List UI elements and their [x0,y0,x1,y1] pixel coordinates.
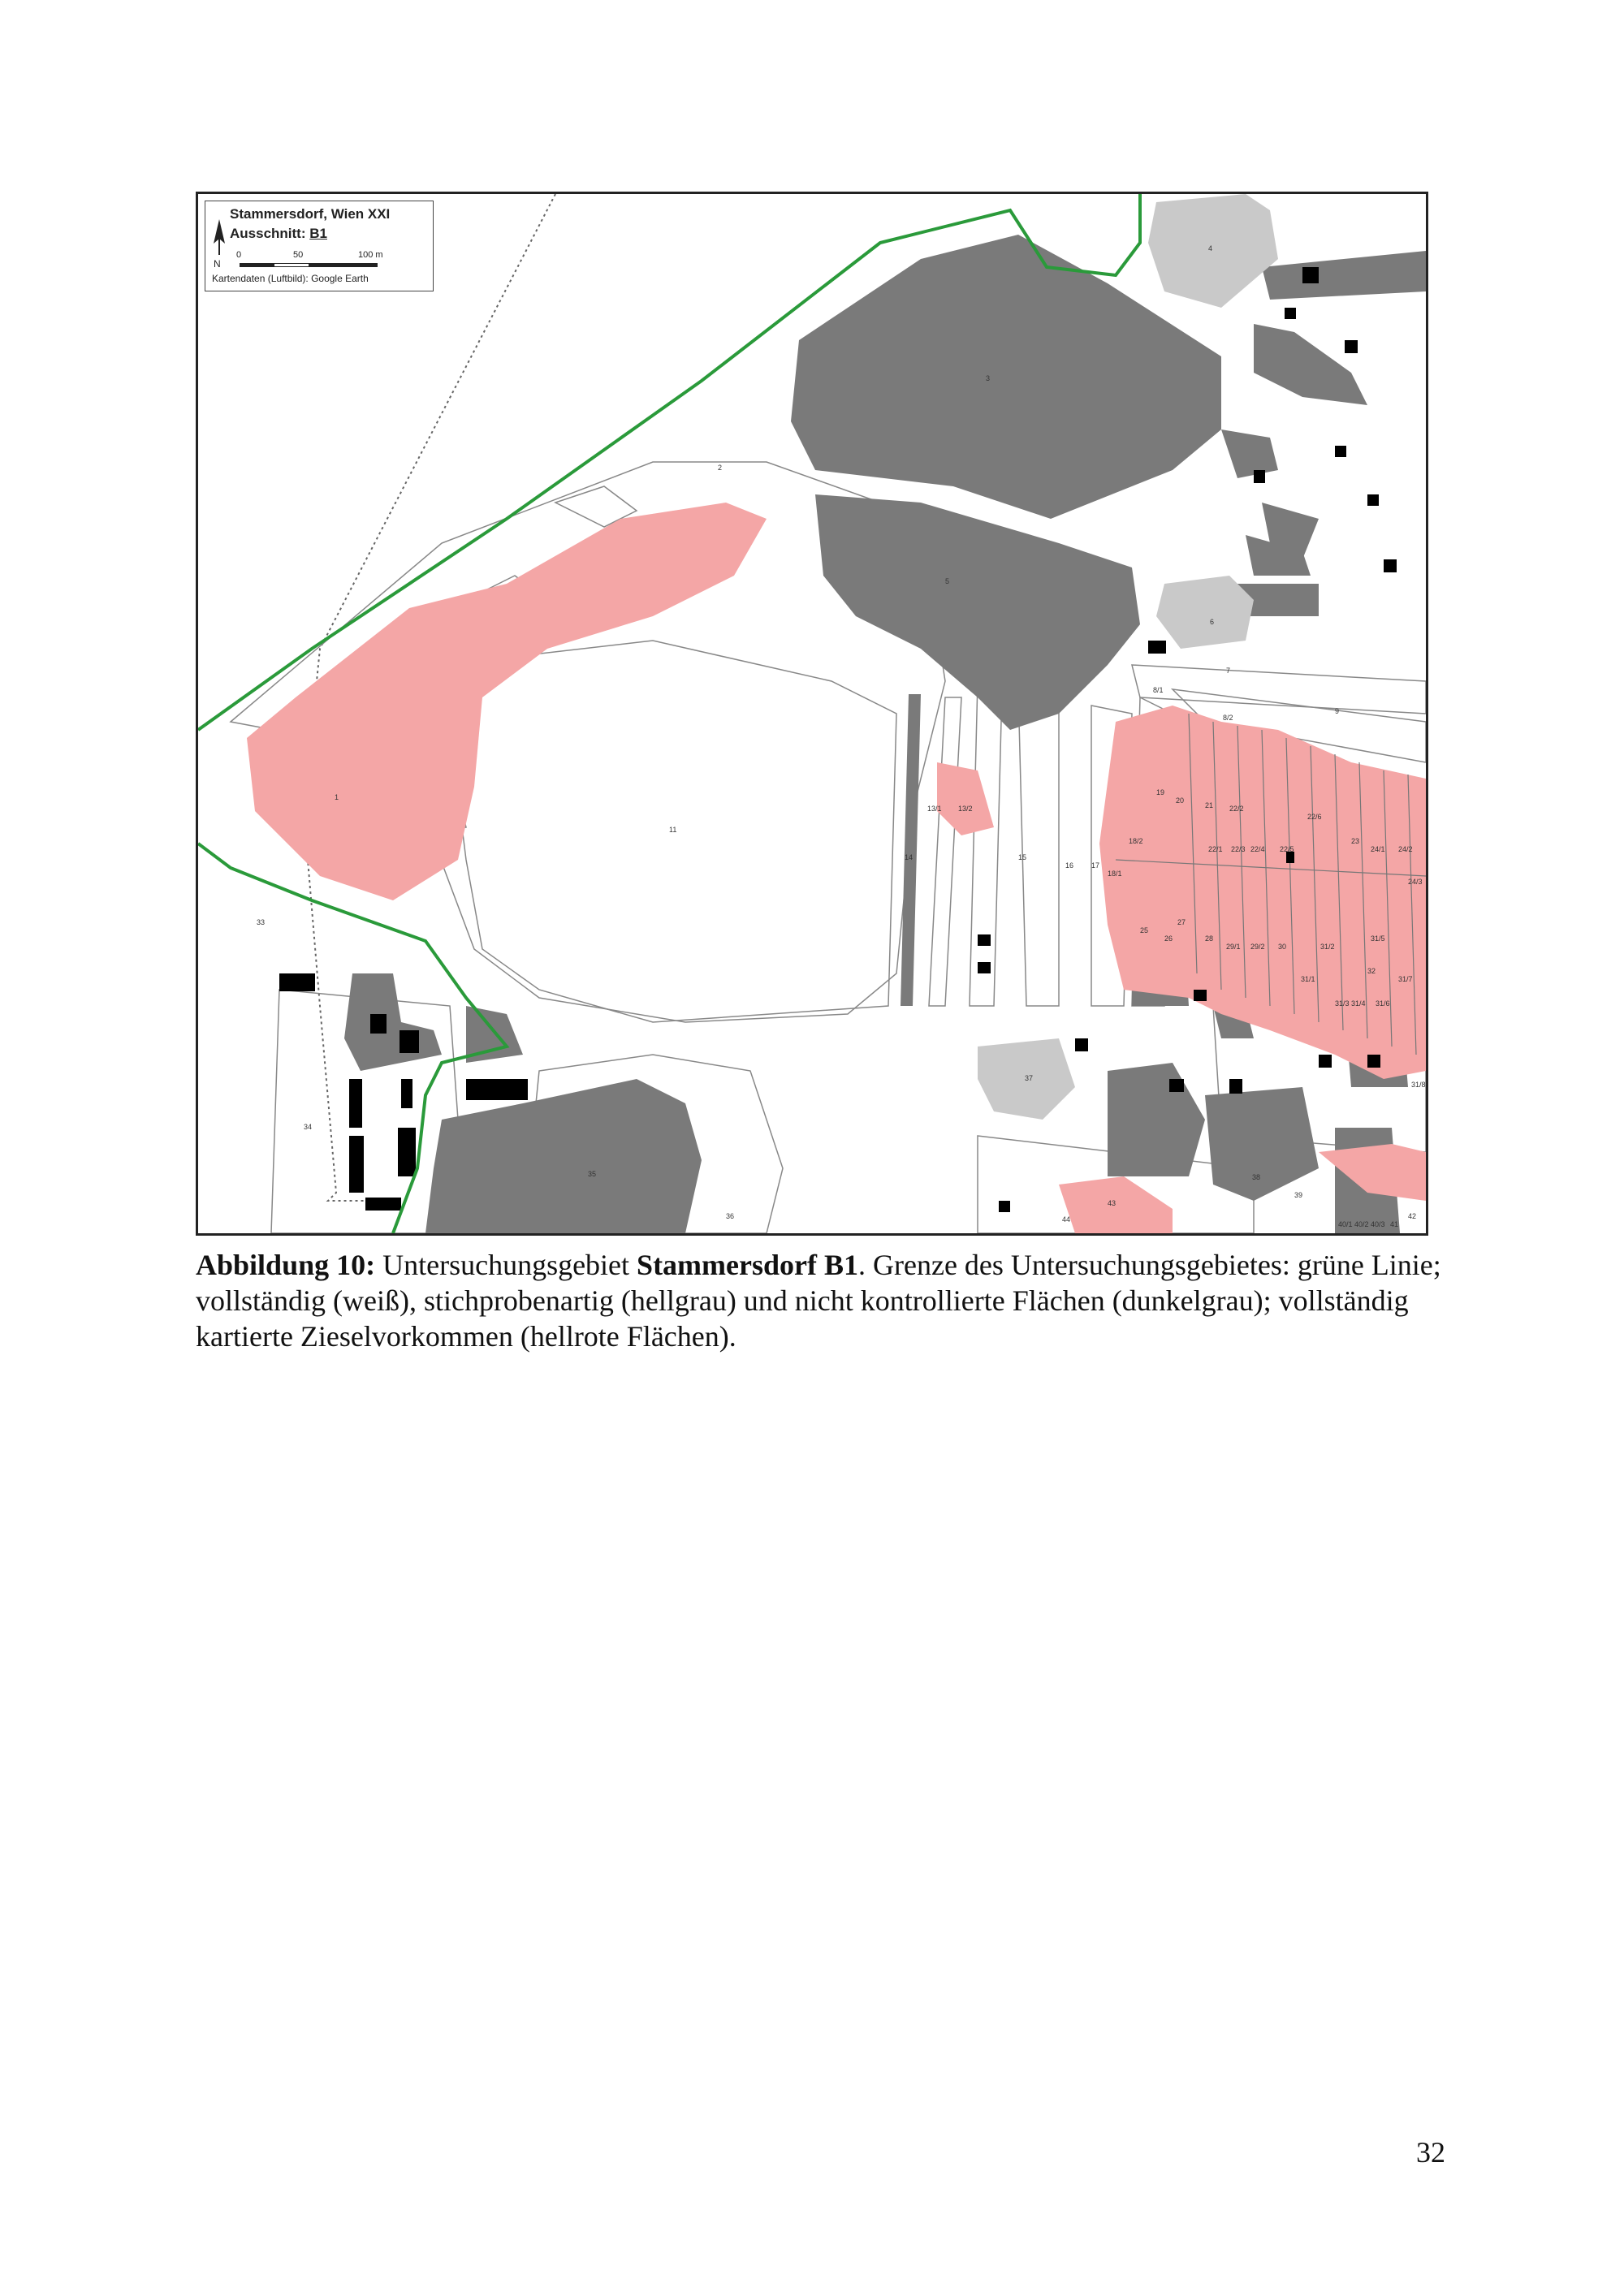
area-label: 24/3 [1408,878,1423,886]
building [1254,470,1265,483]
area-label: 18/1 [1108,870,1122,878]
area-label: 31/6 [1376,999,1390,1008]
scale-tick-100: 100 m [358,250,383,260]
area-label: 4 [1208,244,1213,252]
area-label: 33 [257,918,266,926]
area-label: 35 [588,1170,597,1178]
scale-tick-50: 50 [293,250,304,260]
building [1148,641,1166,654]
area-label: 28 [1205,934,1214,943]
map-subtitle-prefix: Ausschnitt: [230,226,306,241]
area-label: 22/1 [1208,845,1223,853]
building [1367,494,1379,506]
map-canvas [198,194,1426,1233]
north-arrow-icon [212,219,227,255]
area-label: 22/6 [1307,813,1322,821]
area-label: 41 [1390,1220,1399,1228]
caption-site: Stammersdorf B1 [637,1249,858,1281]
building [1319,1055,1332,1068]
area-label: 1 [335,793,339,801]
building [401,1079,412,1108]
area-label: 31/7 [1398,975,1413,983]
area-label: 32 [1367,967,1376,975]
map-source: Kartendaten (Luftbild): Google Earth [212,273,369,284]
area-label: 44 [1062,1215,1071,1224]
area-label: 31/5 [1371,934,1385,943]
building [1285,308,1296,319]
area-label: 13/2 [958,805,973,813]
area-label: 42 [1408,1212,1417,1220]
building [398,1128,416,1176]
area-label: 20 [1176,796,1185,805]
scale-tick-0: 0 [236,250,242,260]
area-label: 30 [1278,943,1287,951]
area-label: 17 [1091,861,1100,870]
area-label: 2 [718,464,723,472]
area-label: 43 [1108,1199,1116,1207]
area-label: 29/2 [1250,943,1265,951]
area-label: 24/2 [1398,845,1413,853]
area-label: 31/3 [1335,999,1350,1008]
building [349,1136,364,1193]
caption-label: Abbildung 10: [196,1249,376,1281]
area-label: 25 [1140,926,1149,934]
area-label: 31/4 [1351,999,1366,1008]
building [1169,1079,1184,1092]
area-label: 13/1 [927,805,942,813]
scale-bar [236,250,391,271]
building [1384,559,1397,572]
building [1075,1038,1088,1051]
scale-bar-graphic [240,263,378,267]
map-subtitle-code: B1 [309,226,327,241]
figure-caption [196,1247,1446,1354]
area-label: 8/2 [1223,714,1233,722]
area-label: 18/2 [1129,837,1143,845]
area-label: 39 [1294,1191,1303,1199]
area-label: 26 [1164,934,1173,943]
area-label: 37 [1025,1074,1034,1082]
area-label: 21 [1205,801,1214,809]
area-label: 22/3 [1231,845,1246,853]
area-label: 27 [1177,918,1186,926]
area-label: 40/2 [1354,1220,1369,1228]
area-label: 19 [1156,788,1165,796]
area-label: 22/4 [1250,845,1265,853]
area-label: 22/5 [1280,845,1294,853]
area-label: 11 [669,826,677,834]
building [1335,446,1346,457]
area-label: 8/1 [1153,686,1164,694]
building [1194,990,1207,1001]
caption-text-2: . Grenze des Untersuchungsgebietes: grüne Linie; vollständig (weiß), stichprobenartig (hellgrau) und nicht kontrollierte Flächen (dunkelgrau); vollständig kartierte Zieselvorkommen (hellrote Flächen). [196,1249,1441,1353]
building [1229,1079,1242,1094]
area-label: 9 [1335,707,1340,715]
area-label: 24/1 [1371,845,1385,853]
area-label: 38 [1252,1173,1261,1181]
area-label: 14 [905,853,914,861]
study-area-map [196,192,1428,1236]
building [978,962,991,973]
map-title: Stammersdorf, Wien XXI [230,206,391,222]
area-label: 15 [1018,853,1027,861]
area-label: 29/1 [1226,943,1241,951]
building [1367,1055,1380,1068]
map-legend [205,201,434,291]
building [466,1079,528,1100]
page-number: 32 [1416,2136,1445,2169]
building [1345,340,1358,353]
area-label: 31/1 [1301,975,1315,983]
area-label: 6 [1210,618,1215,626]
building [370,1014,387,1034]
area-label: 40/3 [1371,1220,1385,1228]
building [365,1198,401,1211]
area-label: 16 [1065,861,1074,870]
area-label: 3 [986,374,991,382]
caption-text-1: Untersuchungsgebiet [375,1249,637,1281]
area-label: 5 [945,577,950,585]
area-label: 23 [1351,837,1360,845]
area-label: 31/8 [1411,1081,1426,1089]
building [349,1079,362,1128]
area-label: 34 [304,1123,313,1131]
area-label: 22/2 [1229,805,1244,813]
building [999,1201,1010,1212]
building [978,934,991,946]
map-subtitle [230,226,327,242]
building [1302,267,1319,283]
area-label: 31/2 [1320,943,1335,951]
north-label: N [214,258,221,270]
area-label: 36 [726,1212,735,1220]
area-label: 40/1 [1338,1220,1353,1228]
building [279,973,315,991]
area-label: 7 [1226,667,1231,675]
building [400,1030,419,1053]
building [1286,852,1294,863]
